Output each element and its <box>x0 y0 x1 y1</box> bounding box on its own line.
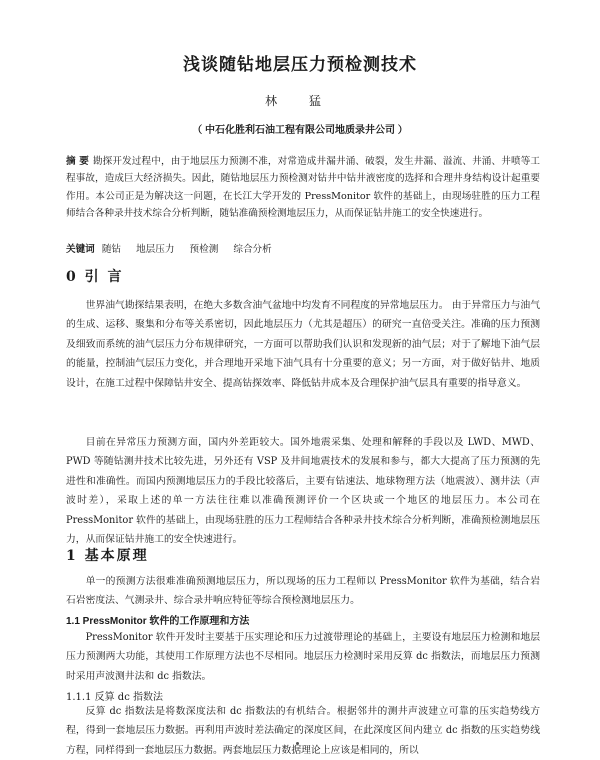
author-name: 林 猛 <box>265 94 335 108</box>
keyword: 随钻 <box>101 244 122 255</box>
abstract <box>66 153 540 223</box>
subsection-heading-pressmonitor: 1.1 PressMonitor 软件的工作原理和方法 <box>66 616 250 627</box>
abstract-text: 勘探开发过程中，由于地层压力预测不准，对常造成井漏井涌、破裂，发生井漏、溢流、井涌、井喷等工程事故，造成巨大经济损失。因此，随钻地层压力预检测对钻井中钻井液密度的选择和合理井身结构设计起重要作用。本公司正是为解决这一问题，在长江大学开发的 PressMonitor 软件的基础上，由现场驻胜的压力工程师结合各种录井技术综合分析判断，随钻准确预检测地层压力，从而保证钻井施工的安全快速进行。 <box>66 156 541 220</box>
section-heading-introduction: 0 引 言 <box>66 269 124 285</box>
keywords-label: 关键词 <box>66 244 95 255</box>
intro-paragraph-1: 世界油气勘探结果表明，在绝大多数含油气盆地中均发育不同程度的异常地层压力。 由于异常压力与油气的生成、运移、聚集和分布等关系密切，因此地层压力（尤其是超压）的研究一直倍受关注。准确的压力预测及细致而系统的油气层压力分布规律研究，一方面可以帮助我们认识和发现新的油气层；对于了解地下油气层的能量，控制油气层压力变化，并合理地开采地下油气具有十分重要的意义；另一方面，对于做好钻井、地质设计，在施工过程中保障钻井安全、提高钻探效率、降低钻井成本及合理保护油气层具有重要的指导意义。 <box>66 300 540 389</box>
keywords <box>66 241 540 255</box>
subsubsection-heading-dc-exponent: 1.1.1 反算 dc 指数法 <box>66 692 163 703</box>
author-affiliation: （ 中石化胜利石油工程有限公司地质录井公司 ） <box>192 125 408 136</box>
intro-paragraph-2: 目前在异常压力预测方面，国内外差距较大。国外地震采集、处理和解释的手段以及 LWD、MWD、PWD 等随钻测井技术比较先进，另外还有 VSP 及井间地震技术的发展和参与，都大大提高了压力预测的先进性和准确性。而国内预测地层压力的手段比较落后，主要有钻速法、地球物理方法（地震波）、测井法（声波时差），采取上述的单一方法往往难以准确预测评价一个区块或一个地区的地层压力。本公司在 PressMonitor 软件的基础上，由现场驻胜的压力工程师结合各种录井技术综合分析判断，准确预检测地层压力，从而保证钻井施工的安全快速进行。 <box>66 437 540 546</box>
section-heading-basic-principle: 1 基本原理 <box>66 548 149 564</box>
keyword: 预检测 <box>189 244 219 255</box>
pressmonitor-paragraph: PressMonitor 软件开发时主要基于压实理论和压力过渡带理论的基础上，主要设有地层压力检测和地层压力预测两大功能，其使用工作原理方法也不尽相同。地层压力检测时采用反算 dc 指数法，而地层压力预测时采用声波测井法和 dc 指数法。 <box>66 632 540 682</box>
paper-title: 浅谈随钻地层压力预检测技术 <box>183 55 417 75</box>
keyword: 综合分析 <box>233 244 272 255</box>
keyword: 地层压力 <box>136 244 175 255</box>
dc-exponent-paragraph: 反算 dc 指数法是将数深度法和 dc 指数法的有机结合。根据邻井的测井声波建立可靠的压实趋势线方程，得到一套地层压力数据。再利用声波时差法确定的深度区间，在此深度区间内建立 dc 指数的压实趋势线方程，同样得到一套地层压力数据。两套地层压力数据理论上应该是相同的，所以 <box>66 706 540 756</box>
abstract-label: 摘 要 <box>66 156 89 167</box>
page-mark <box>296 742 299 745</box>
principle-paragraph-1: 单一的预测方法很难准确预测地层压力，所以现场的压力工程师以 PressMonitor 软件为基础，结合岩石岩密度法、气测录井、综合录井响应特征等综合预检测地层压力。 <box>66 576 540 607</box>
